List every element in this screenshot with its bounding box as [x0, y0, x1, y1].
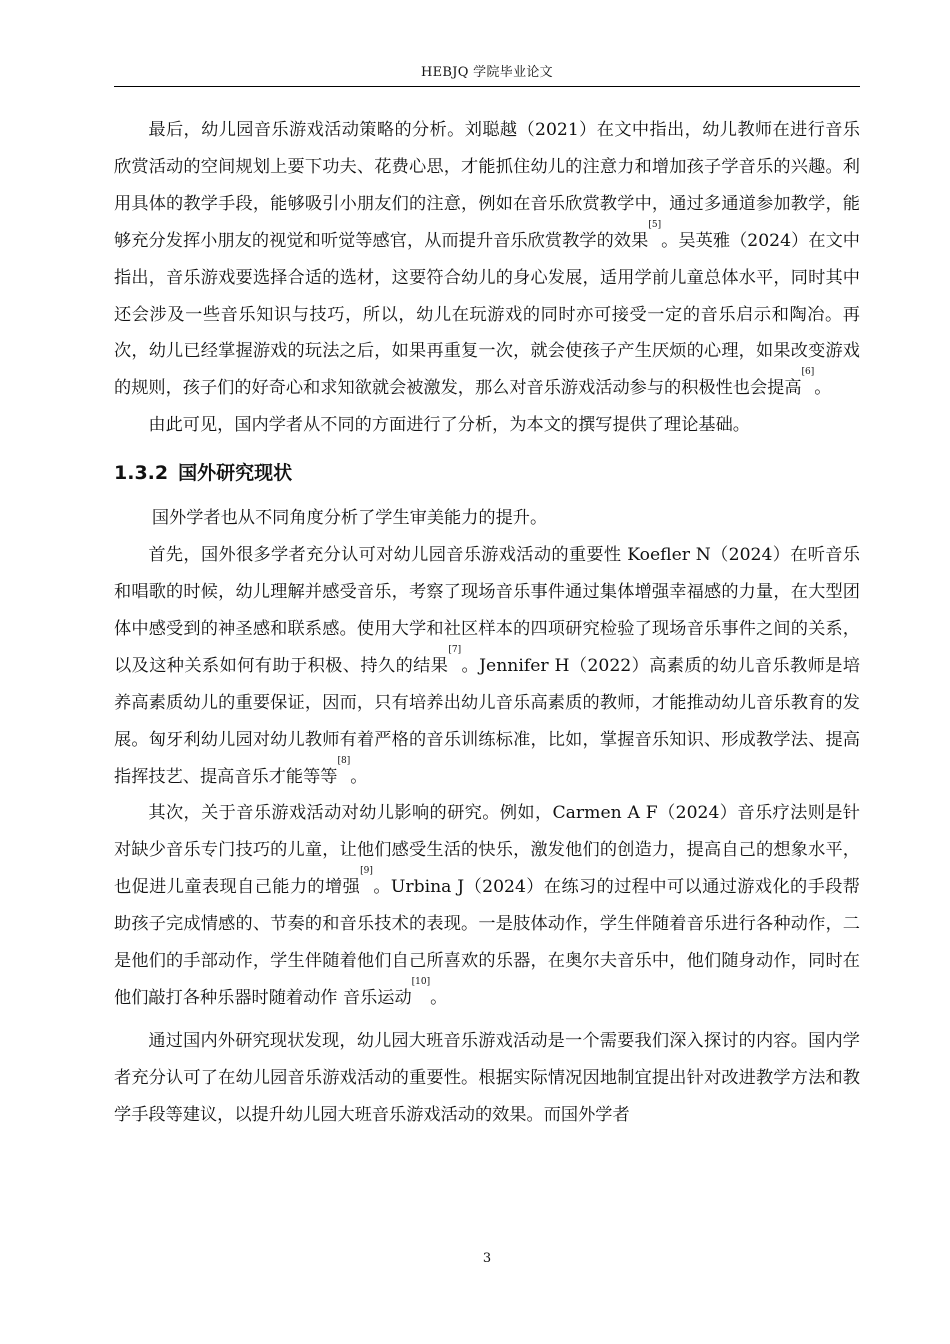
citation-9[interactable]: [9] [360, 866, 373, 877]
section-number: 1.3.2 [114, 462, 169, 485]
paragraph-text: 。吴英雅（2024）在文中指出，音乐游戏要选择合适的选材，这要符合幼儿的身心发展，适用学前儿童总体水平，同时其中还会涉及一些音乐知识与技巧，所以，幼儿在玩游戏的同时亦可接受一定的音乐启示和陶冶。再次，幼儿已经掌握游戏的玩法之后，如果再重复一次，就会使孩子产生厌烦的心理，如果改变游戏的规则，孩子们的好奇心和求知欲就会被激发，那么对音乐游戏活动参与的积极性也会提高 [114, 230, 860, 399]
spacer [114, 444, 860, 450]
citation-6[interactable]: [6] [801, 367, 815, 378]
citation-5[interactable]: [5] [648, 219, 662, 230]
paragraph-foreign-intro [114, 500, 860, 537]
paragraph-text: 国外学者也从不同角度分析了学生审美能力的提升。 [151, 508, 548, 529]
paragraph-review-summary [114, 1023, 860, 1134]
paragraph-domestic-summary [114, 407, 860, 444]
citation-7[interactable]: [7] [448, 644, 462, 655]
paragraph-text: 。 [350, 766, 368, 787]
section-heading [114, 452, 860, 494]
paragraph-text: 。Urbina J（2024）在练习的过程中可以通过游戏化的手段帮助孩子完成情感的、节奏的和音乐技术的表现。一是肢体动作，学生伴随着音乐进行各种动作，二是他们的手部动作，学生伴随着他们自己所喜欢的乐器，在奥尔夫音乐中，他们随身动作，同时在他们敲打各种乐器时随着动作 音乐运动 [114, 877, 860, 1008]
paragraph-foreign-importance [114, 537, 860, 795]
citation-10[interactable]: [10] [411, 976, 431, 987]
paragraph-text: 其次，关于音乐游戏活动对幼儿影响的研究。例如，Carmen A F（2024）音乐疗法则是针对缺少音乐专门技巧的儿童，让他们感受生活的快乐，激发他们的创造力，提高自己的想象水平，也促进儿童表现自己能力的增强 [114, 803, 860, 898]
paragraph-text: 首先，国外很多学者充分认可对幼儿园音乐游戏活动的重要性 Koefler N（2024）在听音乐和唱歌的时候，幼儿理解并感受音乐，考察了现场音乐事件通过集体增强幸福感的力量，在大型团体中感受到的神圣感和联系感。使用大学和社区样本的四项研究检验了现场音乐事件之间的关系，以及这种关系如何有助于积极、持久的结果 [114, 545, 860, 676]
paragraph-text: 。Jennifer H（2022）高素质的幼儿音乐教师是培养高素质幼儿的重要保证，因而，只有培养出幼儿音乐高素质的教师，才能推动幼儿音乐教育的发展。匈牙利幼儿园对幼儿教师有着严格的音乐训练标准，比如，掌握音乐知识、形成教学法、提高指挥技艺、提高音乐才能等等 [114, 655, 860, 787]
paragraph-text: 由此可见，国内学者从不同的方面进行了分析，为本文的撰写提供了理论基础。 [148, 415, 750, 436]
citation-8[interactable]: [8] [337, 755, 351, 766]
paragraph-text: 最后，幼儿园音乐游戏活动策略的分析。刘聪越（2021）在文中指出，幼儿教师在进行音乐欣赏活动的空间规划上要下功夫、花费心思，才能抓住幼儿的注意力和增加孩子学音乐的兴趣。利用具体的教学手段，能够吸引小朋友们的注意，例如在音乐欣赏教学中，通过多通道参加教学，能够充分发挥小朋友的视觉和听觉等感官，从而提升音乐欣赏教学的效果 [114, 120, 860, 251]
header-rule [114, 86, 860, 87]
paragraph-text: 通过国内外研究现状发现，幼儿园大班音乐游戏活动是一个需要我们深入探讨的内容。国内学者充分认可了在幼儿园音乐游戏活动的重要性。根据实际情况因地制宜提出针对改进教学方法和教学手段等建议，以提升幼儿园大班音乐游戏活动的效果。而国外学者 [114, 1030, 860, 1125]
body-text [114, 112, 860, 1134]
paragraph-text: 。 [814, 378, 832, 399]
paragraph-text: 。 [430, 987, 448, 1008]
running-header: HEBJQ 学院毕业论文 [421, 65, 553, 80]
page-number: 3 [482, 1251, 492, 1266]
paragraph-domestic-strategy [114, 112, 860, 407]
section-title: 国外研究现状 [178, 462, 293, 485]
paragraph-foreign-impact [114, 795, 860, 1016]
